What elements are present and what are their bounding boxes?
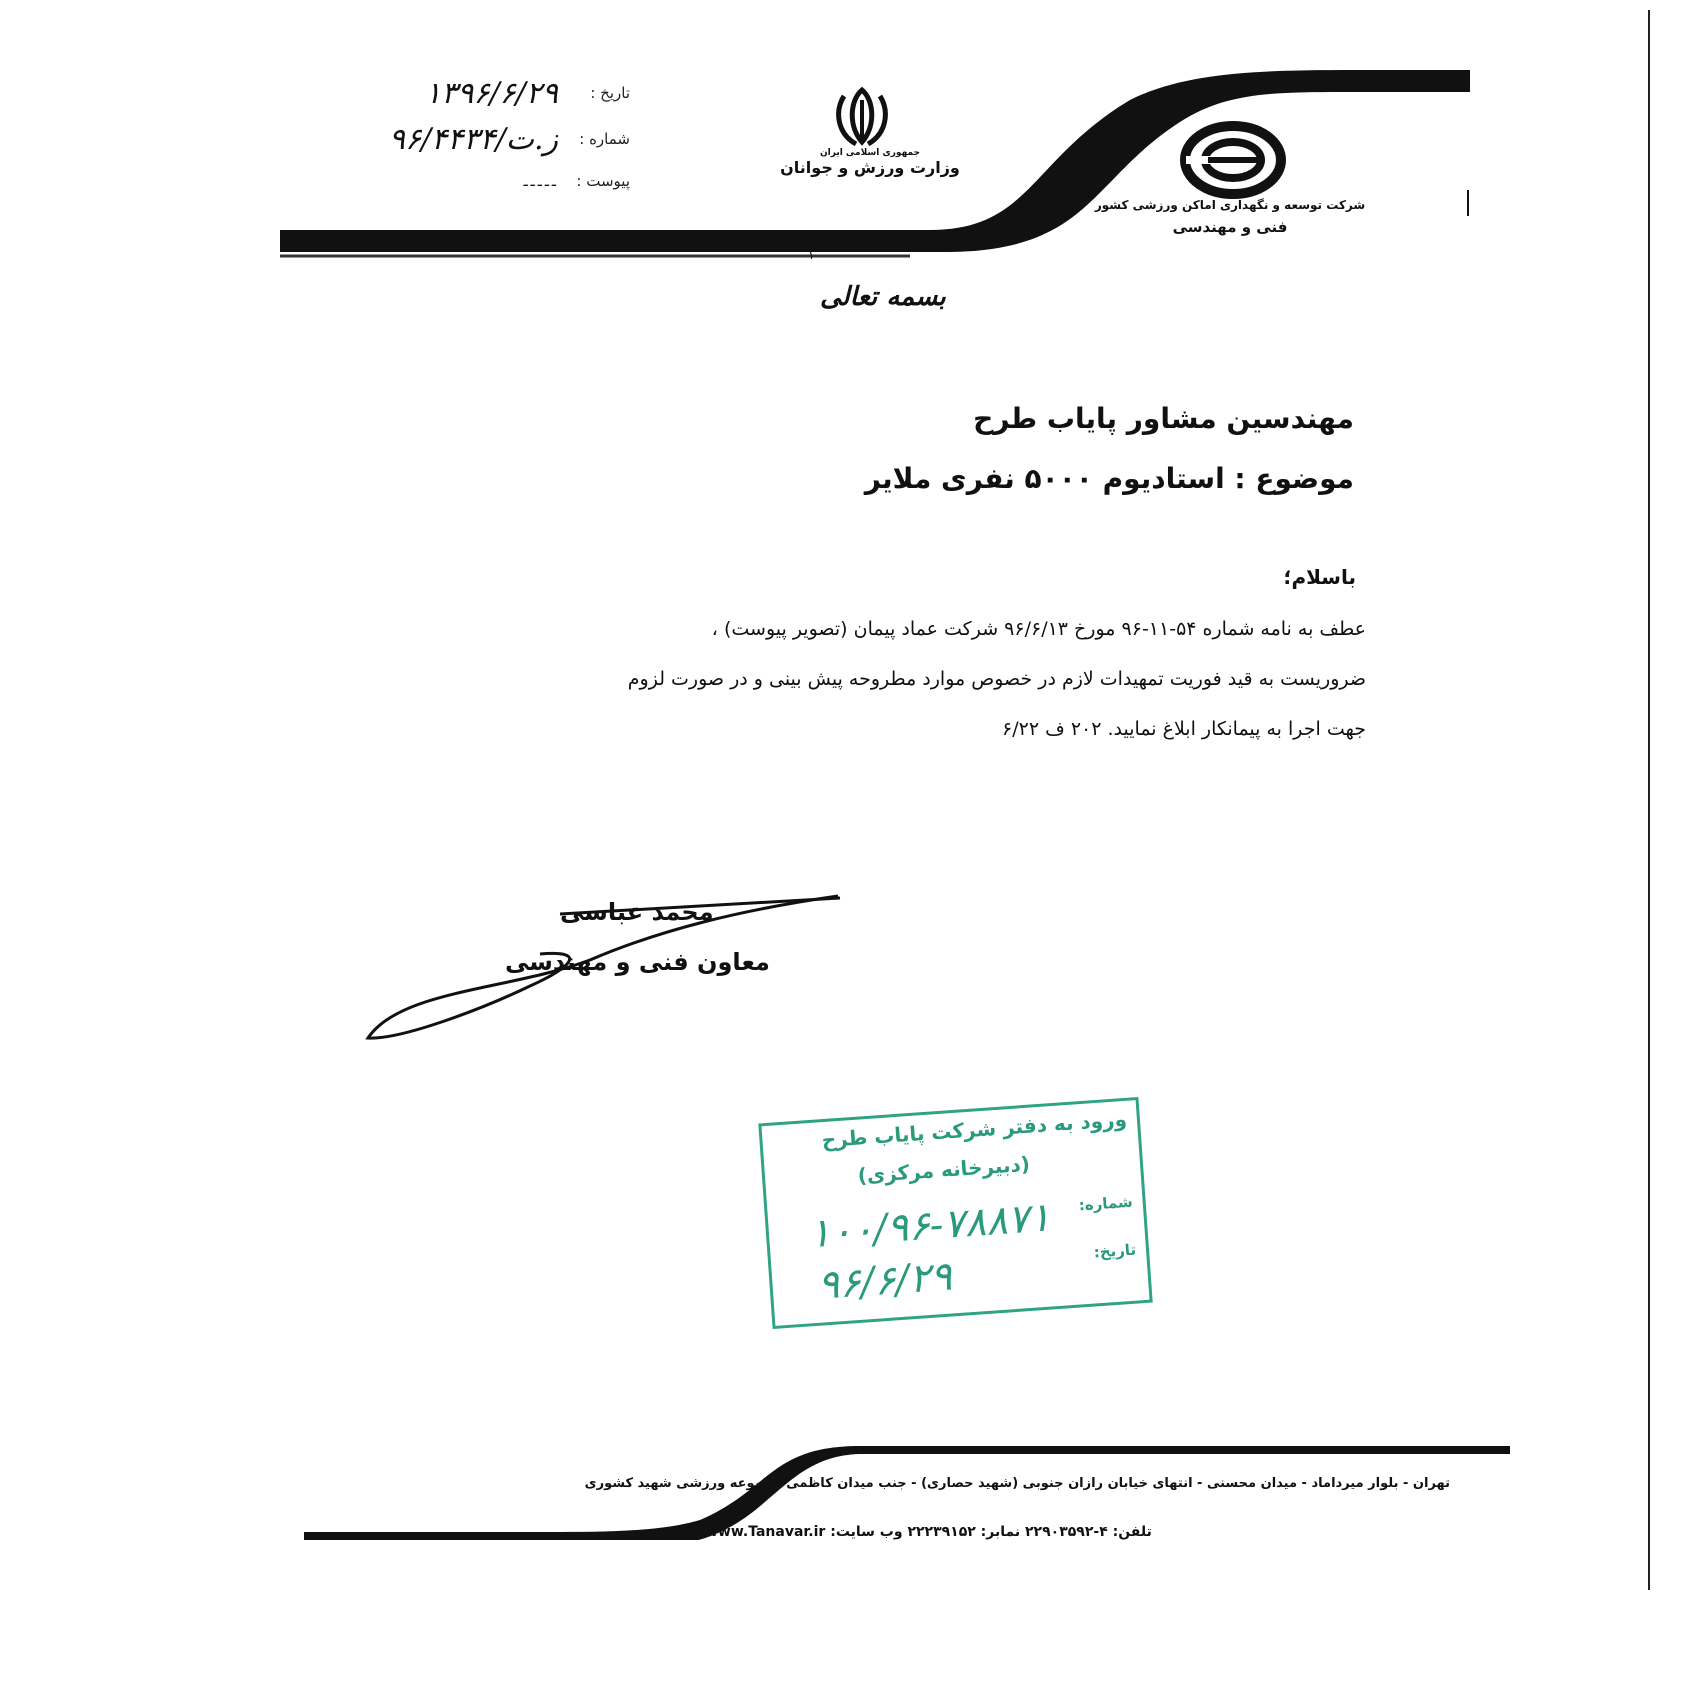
number-row bbox=[300, 122, 630, 162]
number-value: ۹۶/۴۴۳۴/ز.ت bbox=[388, 122, 558, 157]
date-value: ۱۳۹۶/۶/۲۹ bbox=[424, 76, 558, 111]
recipient: مهندسین مشاور پایاب طرح bbox=[973, 402, 1354, 435]
received-stamp bbox=[758, 1097, 1152, 1329]
number-label: شماره : bbox=[579, 130, 630, 148]
body-line-2: ضروریست به قید فوریت تمهیدات لازم در خصوص موارد مطروحه پیش بینی و در صورت لزوم bbox=[627, 668, 1366, 690]
ministry-name: وزارت ورزش و جوانان bbox=[780, 158, 960, 177]
ministry-block bbox=[780, 84, 960, 177]
body-line-1: عطف به نامه شماره ۵۴-۱۱-۹۶ مورخ ۹۶/۶/۱۳ شرکت عماد پیمان (تصویر پیوست) ، bbox=[711, 618, 1366, 640]
attachment-label: پیوست : bbox=[576, 172, 630, 190]
signatory-name: محمد عباسی bbox=[560, 898, 714, 926]
stamp-date-value: ۹۶/۶/۲۹ bbox=[816, 1253, 954, 1309]
signatory-title: معاون فنی و مهندسی bbox=[505, 948, 770, 976]
attachment-value: ----- bbox=[522, 174, 558, 195]
attachment-row bbox=[300, 164, 630, 204]
organization-department: فنی و مهندسی bbox=[1172, 218, 1288, 236]
date-label: تاریخ : bbox=[590, 84, 630, 102]
stamp-number-value: ۱۰۰/۹۶-۷۸۸۷۱ bbox=[807, 1194, 1052, 1258]
page-border-line bbox=[1648, 10, 1650, 1590]
page-mark: ۱ bbox=[808, 248, 815, 262]
ministry-subtitle: جمهوری اسلامی ایران bbox=[819, 148, 921, 158]
stamp-number-label: شماره: bbox=[1078, 1192, 1134, 1215]
handwritten-signature bbox=[360, 890, 850, 1040]
stamp-title: ورود به دفتر شرکت پایاب طرح bbox=[820, 1106, 1128, 1153]
subject: موضوع : استادیوم ۵۰۰۰ نفری ملایر bbox=[864, 462, 1354, 495]
body-line-3: جهت اجرا به پیمانکار ابلاغ نمایید. ۲۰۲ ف ۶/۲۲ bbox=[1002, 718, 1366, 740]
stamp-subtitle: (دبیرخانه مرکزی) bbox=[856, 1151, 1031, 1188]
footer-contact: تلفن: ۴-۲۲۹۰۳۵۹۲ نمابر: ۲۲۲۳۹۱۵۲ وب سایت: www.Tanavar.ir bbox=[705, 1524, 1152, 1540]
greeting: باسلام؛ bbox=[1283, 565, 1356, 589]
stamp-date-label: تاریخ: bbox=[1093, 1240, 1137, 1262]
organization-name: شرکت توسعه و نگهداری اماکن ورزشی کشور bbox=[1094, 198, 1366, 212]
footer-address: تهران - بلوار میرداماد - میدان محسنی - انتهای خیابان رازان جنوبی (شهید حصاری) - جنب میدان کاظمی-مجموعه ورزشی شهید کشوری bbox=[584, 1476, 1450, 1491]
organization-block bbox=[1090, 198, 1370, 236]
organization-logo-icon bbox=[1178, 120, 1288, 200]
basmala: بسمه تعالی bbox=[820, 282, 946, 312]
date-row bbox=[300, 76, 630, 116]
